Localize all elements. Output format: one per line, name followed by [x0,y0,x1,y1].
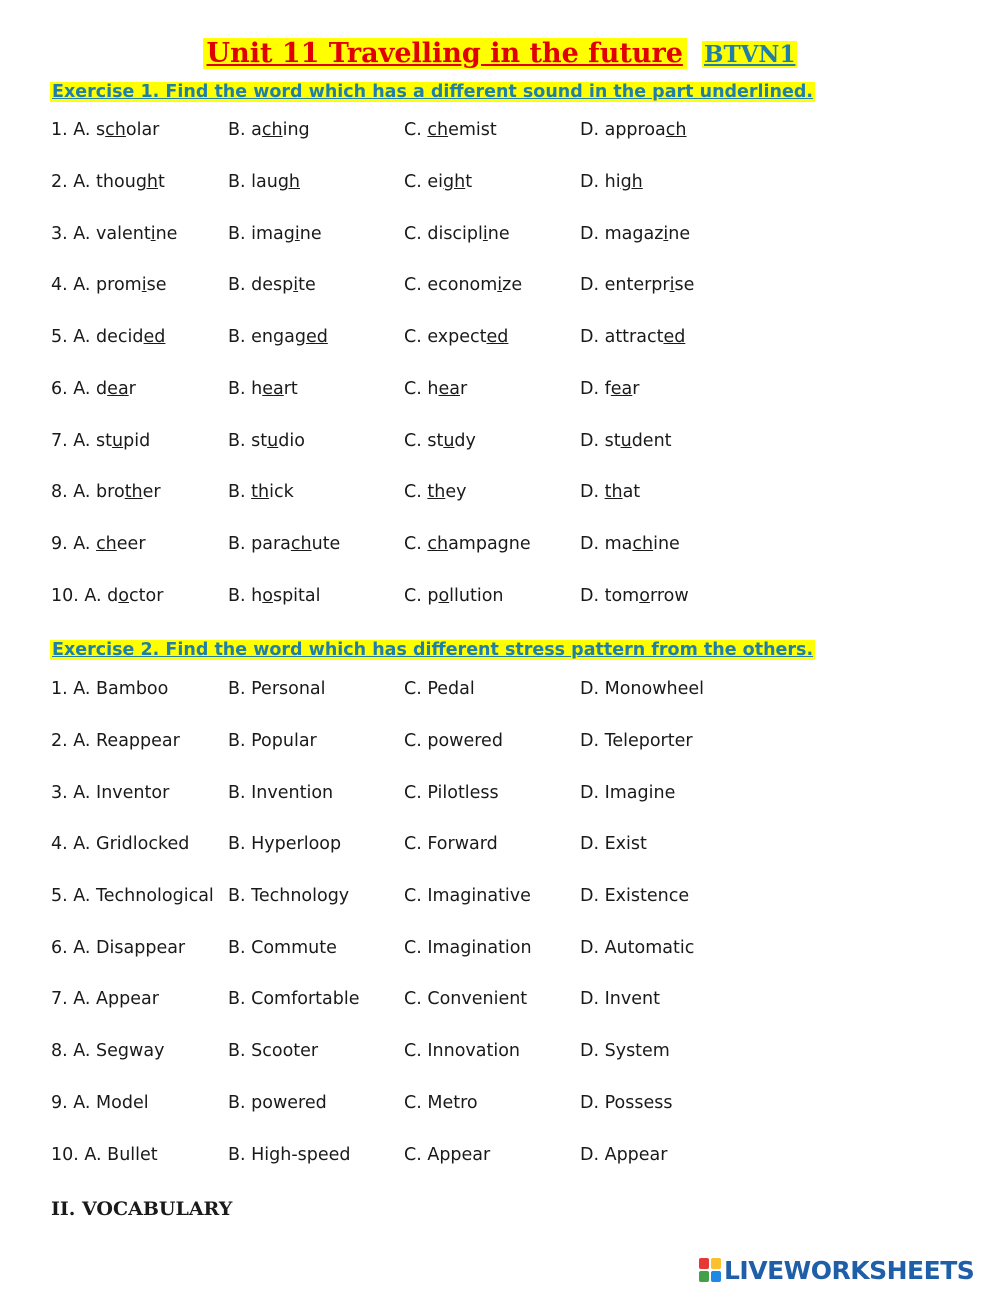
option-text: B. h [228,379,263,399]
exercise1-option[interactable] [580,431,672,451]
underlined-part: ed [486,327,509,347]
underlined-part: gh [442,172,466,192]
option-text: C. econom [404,275,498,295]
option-text: C. [404,120,428,140]
option-text: se [146,275,167,295]
exercise1-option[interactable] [228,224,322,244]
option-text: ne [487,224,510,244]
exercise1-option[interactable] [51,379,136,399]
underlined-part: ch [427,120,449,140]
underlined-part: ch [427,534,449,554]
logo-square [711,1271,721,1282]
exercise2-row [51,989,771,1019]
underlined-part: i [294,224,300,244]
option-text: r [632,379,640,399]
option-text: olar [125,120,160,140]
underlined-part: i [150,224,156,244]
exercise1-option[interactable] [51,482,161,502]
exercise2-row [51,731,771,761]
option-text: eer [116,534,146,554]
option-text: ne [155,224,178,244]
exercise1-option[interactable] [404,482,466,502]
underlined-part: ed [143,327,166,347]
underlined-part: ea [262,379,284,399]
exercise2-row [51,1145,771,1175]
option-text: B. para [228,534,291,554]
option-text: B. lau [228,172,278,192]
underlined-part: o [639,586,650,606]
exercise2-option[interactable]: B. Popular [228,731,317,751]
option-text: ute [311,534,341,554]
exercise2-option[interactable]: B. Comfortable [228,989,360,1009]
exercise1-row [51,172,771,202]
underlined-part: th [604,482,623,502]
option-text: D. ma [580,534,633,554]
option-text: 5. A. decid [51,327,144,347]
exercise1-option[interactable] [404,224,510,244]
option-text: emist [448,120,497,140]
underlined-part: u [112,431,124,451]
option-text: B. a [228,120,262,140]
exercise2-option[interactable]: B. Commute [228,938,337,958]
underlined-part: ed [305,327,328,347]
exercise2-option[interactable]: D. Invent [580,989,660,1009]
exercise2-row [51,783,771,813]
exercise2-option[interactable]: 7. A. Appear [51,989,159,1009]
exercise2-option[interactable]: C. Innovation [404,1041,520,1061]
exercise2-option[interactable]: 1. A. Bamboo [51,679,169,699]
option-text: r [128,379,136,399]
underlined-part: ch [290,534,312,554]
exercise2-option[interactable]: C. Metro [404,1093,478,1113]
title-row [0,38,1000,69]
underlined-part: i [482,224,488,244]
logo-square [699,1258,709,1269]
underlined-part: u [267,431,279,451]
underlined-part: ch [665,120,687,140]
exercise2-option[interactable]: D. Appear [580,1145,668,1165]
exercise1-option[interactable] [580,120,687,140]
exercise1-option[interactable] [228,482,294,502]
underlined-part: th [427,482,446,502]
option-text: rrow [649,586,689,606]
option-text: B. imag [228,224,295,244]
exercise1-option[interactable] [580,327,685,347]
exercise2-option[interactable]: B. powered [228,1093,327,1113]
exercise2-option[interactable]: B. Invention [228,783,334,803]
exercise2-option[interactable]: C. Imaginative [404,886,531,906]
section-heading-vocabulary: II. VOCABULARY [51,1198,233,1220]
option-text: dy [454,431,476,451]
exercise1-option[interactable] [228,275,316,295]
option-text: dent [631,431,672,451]
underlined-part: th [124,482,143,502]
exercise1-row [51,482,771,512]
exercise2-option[interactable]: C. Pedal [404,679,475,699]
option-text: D. hi [580,172,621,192]
option-text: D. enterpr [580,275,670,295]
option-text: r [459,379,468,399]
exercise1-option[interactable] [51,172,165,192]
brand-logo[interactable] [698,1255,974,1285]
underlined-part: gh [277,172,301,192]
underlined-part: ch [105,120,126,140]
option-text: B. st [228,431,268,451]
underlined-part: ch [632,534,654,554]
option-text: 8. A. bro [51,482,125,502]
underlined-part: gh [620,172,643,192]
option-text: 2. A. thou [51,172,136,192]
exercise1-row [51,224,771,254]
option-text: D. tom [580,586,640,606]
exercise2-option[interactable]: 4. A. Gridlocked [51,834,190,854]
exercise1-option[interactable] [580,172,643,192]
option-text: 6. A. d [51,379,108,399]
exercise2-option[interactable]: B. Technology [228,886,350,906]
option-text: ze [502,275,523,295]
exercise1-option[interactable] [51,120,159,140]
exercise1-option[interactable] [580,534,680,554]
underlined-part: u [443,431,455,451]
underlined-part: i [669,275,675,295]
option-text: 4. A. prom [51,275,142,295]
option-text: ne [668,224,691,244]
underlined-part: ch [261,120,283,140]
exercise2-option[interactable]: 6. A. Disappear [51,938,186,958]
page-title: Unit 11 Travelling in the future [203,38,687,69]
underlined-part: ea [438,379,460,399]
exercise1-option[interactable] [580,586,689,606]
option-text: D. magaz [580,224,664,244]
exercise2-option[interactable]: D. Imagine [580,783,676,803]
exercise1-row [51,327,771,357]
option-text: D. approa [580,120,666,140]
underlined-part: i [141,275,147,295]
logo-square [699,1271,709,1282]
option-text: C. expect [404,327,487,347]
exercise2-option[interactable]: D. Teleporter [580,731,693,751]
option-text: 7. A. st [51,431,113,451]
option-text: C. h [404,379,439,399]
exercise2-option[interactable]: D. Existence [580,886,690,906]
exercise1-option[interactable] [404,379,467,399]
exercise2-option[interactable]: 2. A. Reappear [51,731,180,751]
exercise2-option[interactable]: B. High-speed [228,1145,351,1165]
option-text: ne [299,224,322,244]
option-text: B. h [228,586,263,606]
exercise2-option[interactable]: D. Possess [580,1093,673,1113]
exercise1-option[interactable] [404,172,472,192]
exercise1-option[interactable] [51,224,177,244]
option-text: ey [445,482,467,502]
exercise1-option[interactable] [404,534,531,554]
option-text: spital [272,586,321,606]
exercise1-option[interactable] [404,275,522,295]
option-text: 3. A. valent [51,224,151,244]
exercise2-option[interactable]: 10. A. Bullet [51,1145,158,1165]
exercise2-row [51,886,771,916]
exercise1-option[interactable] [51,431,150,451]
option-text: B. desp [228,275,294,295]
underlined-part: i [293,275,299,295]
exercise2-option[interactable]: C. Convenient [404,989,528,1009]
exercise2-row [51,938,771,968]
underlined-part: ea [107,379,129,399]
title-tag: BTVN1 [704,41,796,68]
exercise1-option[interactable] [404,431,476,451]
underlined-part: o [438,586,450,606]
exercise2-option[interactable]: 9. A. Model [51,1093,149,1113]
option-text: C. [404,482,428,502]
exercise1-option[interactable] [404,327,508,347]
exercise1-option[interactable] [228,120,310,140]
option-text: C. discipl [404,224,483,244]
exercise2-option[interactable]: B. Scooter [228,1041,319,1061]
option-text: er [142,482,161,502]
exercise1-option[interactable] [51,586,163,606]
option-text: te [298,275,316,295]
underlined-part: i [663,224,669,244]
option-text: B. engag [228,327,306,347]
exercise2-option[interactable]: C. Imagination [404,938,532,958]
exercise1-row [51,431,771,461]
exercise1-row [51,534,771,564]
exercise2-option[interactable]: D. Monowheel [580,679,705,699]
exercise1-heading: Exercise 1. Find the word which has a different sound in the part underlined. [52,82,814,102]
exercise2-option[interactable]: D. Exist [580,834,647,854]
exercise2-option[interactable]: D. Automatic [580,938,695,958]
exercise2-option[interactable]: C. Appear [404,1145,491,1165]
underlined-part: th [251,482,270,502]
option-text: se [674,275,695,295]
option-text: t [465,172,473,192]
exercise1-option[interactable] [228,586,321,606]
exercise1-option[interactable] [580,482,640,502]
exercise1-option[interactable] [404,120,497,140]
underlined-part: ch [96,534,117,554]
exercise1-option[interactable] [580,275,694,295]
option-text: 9. A. [51,534,97,554]
option-text: 10. A. d [51,586,119,606]
exercise2-row [51,679,771,709]
brand-name: LIVEWORKSHEETS [724,1255,975,1285]
exercise2-option[interactable]: D. System [580,1041,670,1061]
exercise1-option[interactable] [404,586,504,606]
underlined-part: o [262,586,273,606]
exercise1-option[interactable] [228,327,328,347]
exercise2-option[interactable]: 5. A. Technological [51,886,214,906]
option-text: at [622,482,641,502]
exercise1-option[interactable] [580,379,639,399]
underlined-part: gh [135,172,159,192]
exercise1-option[interactable] [51,275,167,295]
underlined-part: u [620,431,632,451]
exercise2-option[interactable]: B. Personal [228,679,326,699]
exercise1-option[interactable] [51,327,165,347]
exercise2-row [51,1093,771,1123]
option-text: D. st [580,431,621,451]
option-text: ing [282,120,310,140]
option-text: D. f [580,379,611,399]
option-text: pid [123,431,151,451]
exercise2-option[interactable]: 8. A. Segway [51,1041,165,1061]
exercise1-option[interactable] [228,379,298,399]
option-text: ampagne [448,534,531,554]
option-text: C. p [404,586,439,606]
exercise1-row [51,586,771,616]
option-text: B. [228,482,252,502]
option-text: D. [580,482,605,502]
underlined-part: o [118,586,130,606]
logo-square [711,1258,721,1269]
exercise1-row [51,379,771,409]
exercise1-option[interactable] [580,224,690,244]
option-text: 1. A. s [51,120,106,140]
option-text: ctor [129,586,164,606]
exercise2-option[interactable]: 3. A. Inventor [51,783,170,803]
exercise2-option[interactable]: B. Hyperloop [228,834,342,854]
underlined-part: ea [610,379,633,399]
option-text: ine [653,534,680,554]
option-text: C. ei [404,172,443,192]
exercise1-option[interactable] [228,172,300,192]
option-text: dio [278,431,305,451]
option-text: D. attract [580,327,664,347]
exercise2-row [51,834,771,864]
underlined-part: ed [663,327,686,347]
underlined-part: i [497,275,503,295]
exercise1-option[interactable] [51,534,146,554]
option-text: C. st [404,431,444,451]
option-text: ick [269,482,294,502]
option-text: llution [449,586,504,606]
exercise2-option[interactable]: C. Pilotless [404,783,499,803]
exercise2-option[interactable]: C. Forward [404,834,498,854]
option-text: C. [404,534,428,554]
exercise2-option[interactable]: C. powered [404,731,503,751]
exercise1-option[interactable] [228,534,340,554]
exercise1-option[interactable] [228,431,305,451]
exercise2-heading: Exercise 2. Find the word which has different stress pattern from the others. [52,640,814,660]
exercise2-row [51,1041,771,1071]
exercise1-row [51,275,771,305]
option-text: t [158,172,165,192]
exercise1-row [51,120,771,150]
option-text: rt [283,379,298,399]
liveworksheets-logo-icon [698,1257,722,1283]
